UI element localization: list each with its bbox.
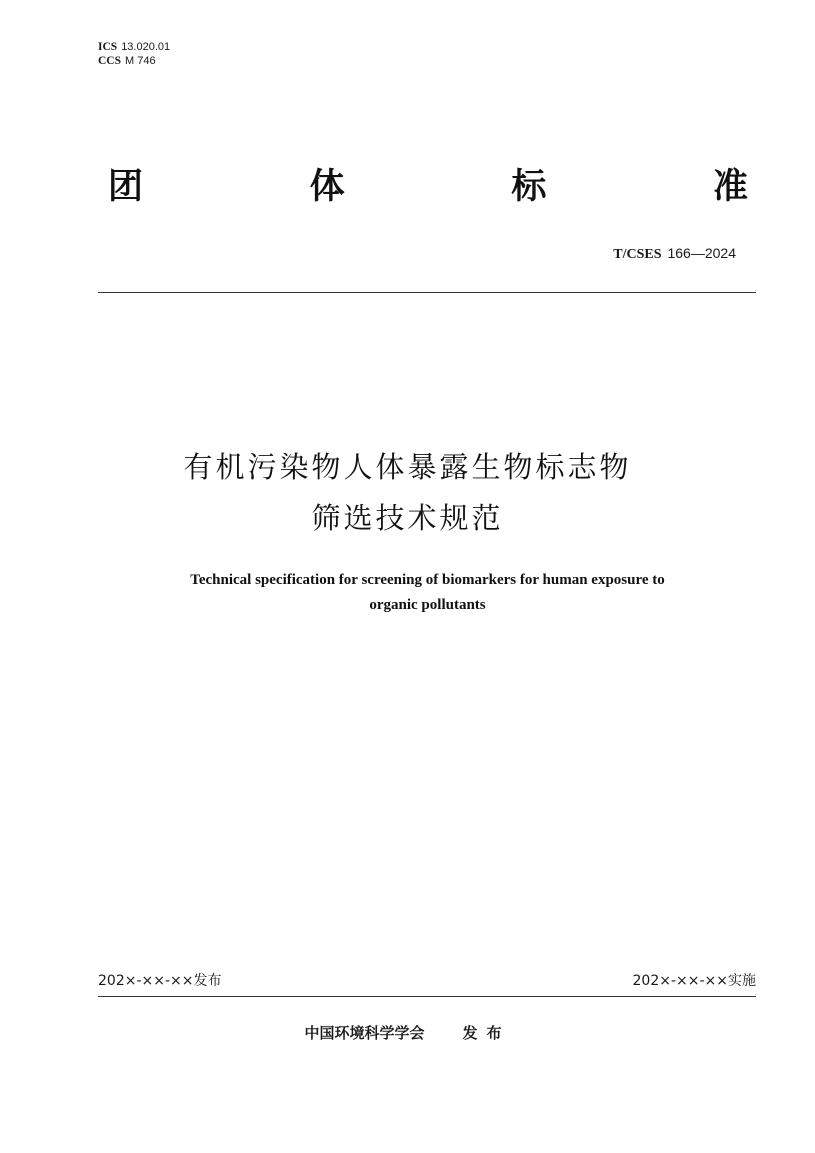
standard-number [613,244,736,264]
top-divider [98,292,756,293]
bottom-divider [98,996,756,997]
standard-type-char: 准 [712,167,748,207]
publisher-line [0,1022,815,1044]
standard-number-value: 166—2024 [667,245,736,261]
title-en-line2: organic pollutants [369,597,486,613]
implement-date: 202×-××-××实施 [632,973,756,989]
standard-type-char: 标 [511,167,547,207]
publisher-action: 发布 [462,1024,511,1042]
standard-type-char: 体 [309,167,345,207]
title-cn-line1: 有机污染物人体暴露生物标志物 [183,450,632,484]
ics-value: 13.020.01 [121,41,171,53]
title-en-line1: Technical specification for screening of biomarkers for human exposure to [190,572,665,588]
ics-code [98,40,170,54]
classification-codes [98,40,170,68]
publish-date: 202×-××-××发布 [98,973,222,989]
standard-number-prefix: T/CSES [613,247,662,262]
ccs-code [98,54,170,68]
standard-type-char: 团 [108,167,144,207]
ccs-value: M 746 [125,55,156,67]
ccs-label: CCS [98,55,122,67]
ics-label: ICS [98,41,118,53]
title-cn-line2: 筛选技术规范 [311,501,504,535]
standard-type-heading [108,166,748,208]
publisher-name: 中国环境科学学会 [304,1024,425,1042]
